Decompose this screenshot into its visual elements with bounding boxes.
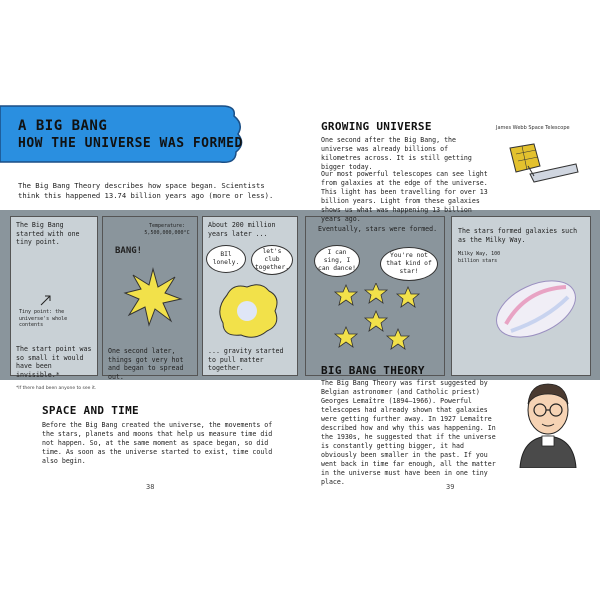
arrow-icon: [39, 293, 53, 307]
growing-universe-heading: GROWING UNIVERSE: [321, 120, 432, 133]
panel-gravity: [202, 216, 298, 376]
telescope-label: James Webb Space Telescope: [496, 125, 570, 131]
title-line-2: HOW THE UNIVERSE WAS FORMED: [18, 136, 243, 151]
georges-lemaitre-portrait: [516, 378, 580, 468]
tiny-point-label: Tiny point: the universe's whole contents: [19, 309, 68, 328]
page-number-left: 38: [146, 483, 155, 491]
title-line-1: A BIG BANG: [18, 118, 108, 134]
footnote: *If there had been anyone to see it.: [16, 386, 97, 391]
panel-4-caption: Eventually, stars were formed.: [318, 225, 438, 233]
big-bang-theory-heading: BIG BANG THEORY: [321, 364, 425, 377]
panel-bang: [102, 216, 198, 381]
page-number-right: 39: [446, 483, 455, 491]
panel-1-bottom: The start point was so small it would have been invisible.*: [16, 345, 92, 379]
panel-2-bottom: One second later, things got very hot and began to spread out.: [108, 347, 184, 381]
stars-icon: [326, 283, 436, 363]
panel-galaxy: [451, 216, 591, 376]
space-time-body: Before the Big Bang created the universe, the movements of the stars, planets and moons that help us measure time did not happen. So, at the same moment as space began, so did time. As soon as the universe started to exist, time could also begin.: [42, 421, 273, 465]
speech-bubble: BIl lonely.: [206, 245, 246, 273]
speech-bubble: let's club together.: [251, 245, 293, 275]
temperature-label: Temperature: 5,500,000,000°C: [144, 223, 190, 236]
galaxy-icon: [486, 269, 586, 349]
panel-1-caption: The Big Bang started with one tiny point.: [16, 221, 80, 246]
milky-way-label: Milky Way, 100 billion stars: [458, 251, 501, 264]
growing-universe-para-2: Our most powerful telescopes can see light from galaxies at the edge of the universe. This light has been travelling for over 13 billion years. Light from these galaxies shows us what was happening 13 billion years ago.: [321, 170, 488, 223]
space-time-heading: SPACE AND TIME: [42, 404, 139, 417]
growing-universe-para-1: One second after the Big Bang, the universe was already billions of kilometres across. It is still getting bigger today.: [321, 136, 472, 171]
panel-stars: [305, 216, 445, 376]
panel-tiny-point: [10, 216, 98, 379]
panel-5-caption: The stars formed galaxies such as the Milky Way.: [458, 227, 578, 244]
speech-bubble: I can sing, I can dance!: [314, 245, 360, 277]
speech-bubble: You're not that kind of star!: [380, 247, 438, 281]
matter-cloud-icon: [217, 281, 281, 339]
bang-text: BANG!: [115, 246, 143, 256]
telescope-icon: [500, 140, 580, 190]
panel-3-bottom: ... gravity started to pull matter together.: [208, 347, 284, 372]
explosion-icon: [123, 267, 183, 327]
big-bang-theory-body: The Big Bang Theory was first suggested by Belgian astronomer (and Catholic priest) Georges Lemaître (1894–1966). Powerful telescopes had already shown that galaxies were getting further away. In 1927 Lemaître described how and why this was happening. In the 1930s, he suggested that if the universe is constantly getting bigger, it had obviously been smaller in the past. If you went back in time far enough, all the matter in the universe must have been in one tiny place.: [321, 379, 496, 486]
intro-text: The Big Bang Theory describes how space began. Scientists think this happened 13.74 billion years ago (more or less).: [18, 181, 274, 200]
cloud-banner-shape: [0, 104, 243, 166]
title-banner: [0, 104, 243, 166]
panel-3-caption: About 200 million years later ...: [208, 221, 276, 238]
